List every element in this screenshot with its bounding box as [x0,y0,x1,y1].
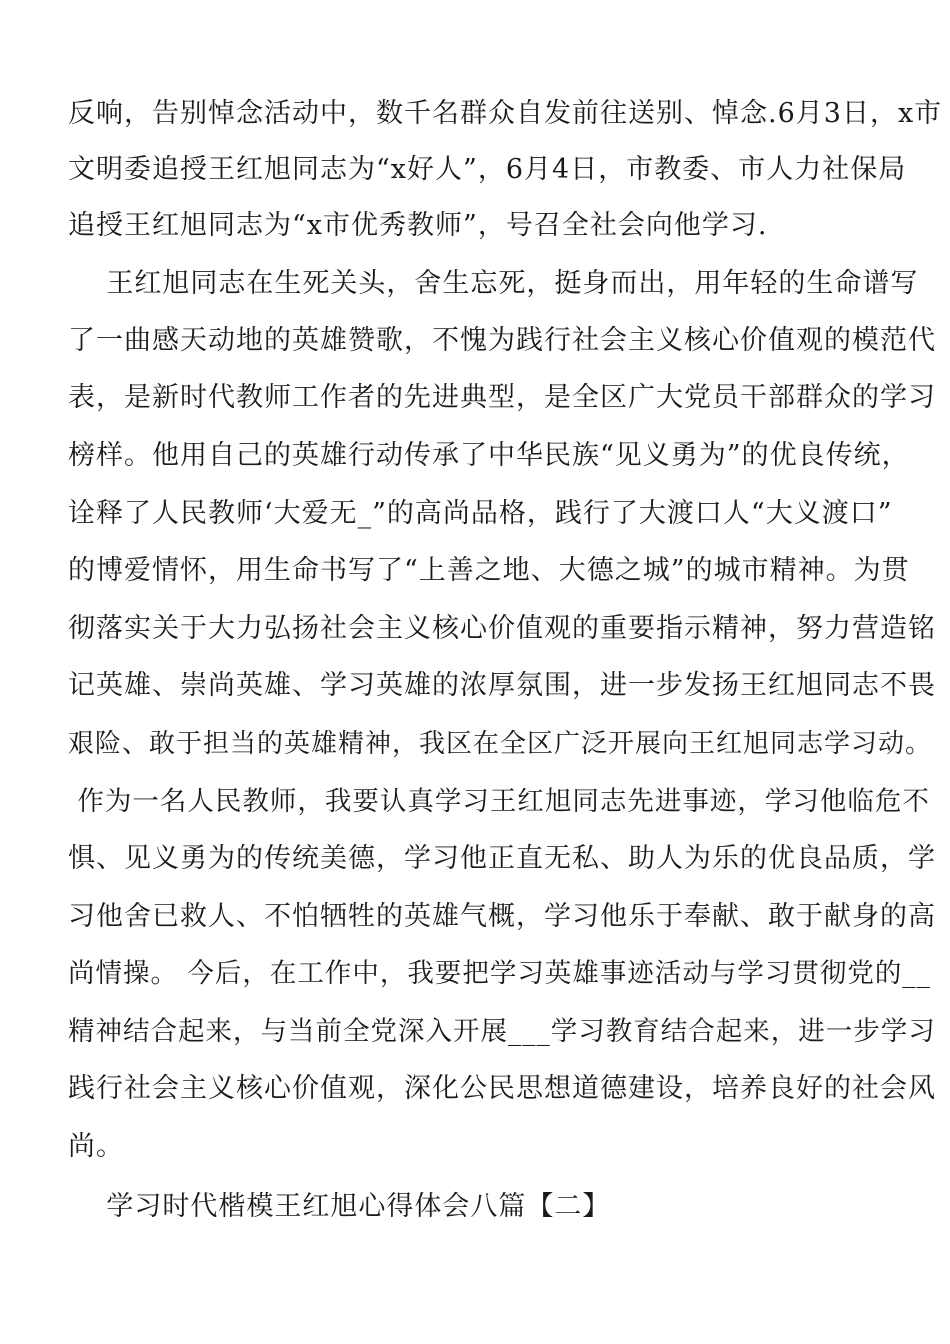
text-line: 王红旭同志在生死关头，舍生忘死，挺身而出，用年轻的生命谱写 [68,268,919,299]
text-line: 精神结合起来，与当前全党深入开展___学习教育结合起来，进一步学习 [68,1016,936,1047]
text-line: 尚情操。 今后，在工作中，我要把学习英雄事迹活动与学习贯彻党的__ [68,958,931,989]
text-line: 文明委追授王红旭同志为“x好人”，6月4日，市教委、市人力社保局 [68,154,907,185]
text-line: 习他舍已救人、不怕牺牲的英雄气概，学习他乐于奉献、敢于献身的高 [68,901,936,932]
text-line: 作为一名人民教师，我要认真学习王红旭同志先进事迹，学习他临危不 [68,786,930,817]
text-line: 反响，告别悼念活动中，数千名群众自发前往送别、悼念.6月3日，x市 [68,98,943,129]
text-line: 追授王红旭同志为“x市优秀教师”，号召全社会向他学习. [68,210,768,241]
text-line: 记英雄、崇尚英雄、学习英雄的浓厚氛围，进一步发扬王红旭同志不畏 [68,670,936,701]
text-line: 诠释了人民教师‘大爱无_”的高尚品格，践行了大渡口人“大义渡口” [68,498,893,529]
text-line: 艰险、敢于担当的英雄精神，我区在全区广泛开展向王红旭同志学习动。 [68,729,933,759]
text-line: 践行社会主义核心价值观，深化公民思想道德建设，培养良好的社会风 [68,1073,936,1104]
section-heading: 学习时代楷模王红旭心得体会八篇【二】 [68,1191,611,1222]
text-line: 惧、见义勇为的传统美德，学习他正直无私、助人为乐的优良品质，学 [68,843,936,874]
text-line: 的博爱情怀，用生命书写了“上善之地、大德之城”的城市精神。为贯 [68,555,910,586]
text-line: 表，是新时代教师工作者的先进典型，是全区广大党员干部群众的学习 [68,382,936,413]
text-line: 尚。 [68,1131,124,1162]
text-line: 彻落实关于大力弘扬社会主义核心价值观的重要指示精神，努力营造铭 [68,613,936,644]
text-line: 了一曲感天动地的英雄赞歌，不愧为践行社会主义核心价值观的模范代 [68,325,936,356]
text-line: 榜样。他用自己的英雄行动传承了中华民族“见义勇为”的优良传统， [68,440,910,471]
